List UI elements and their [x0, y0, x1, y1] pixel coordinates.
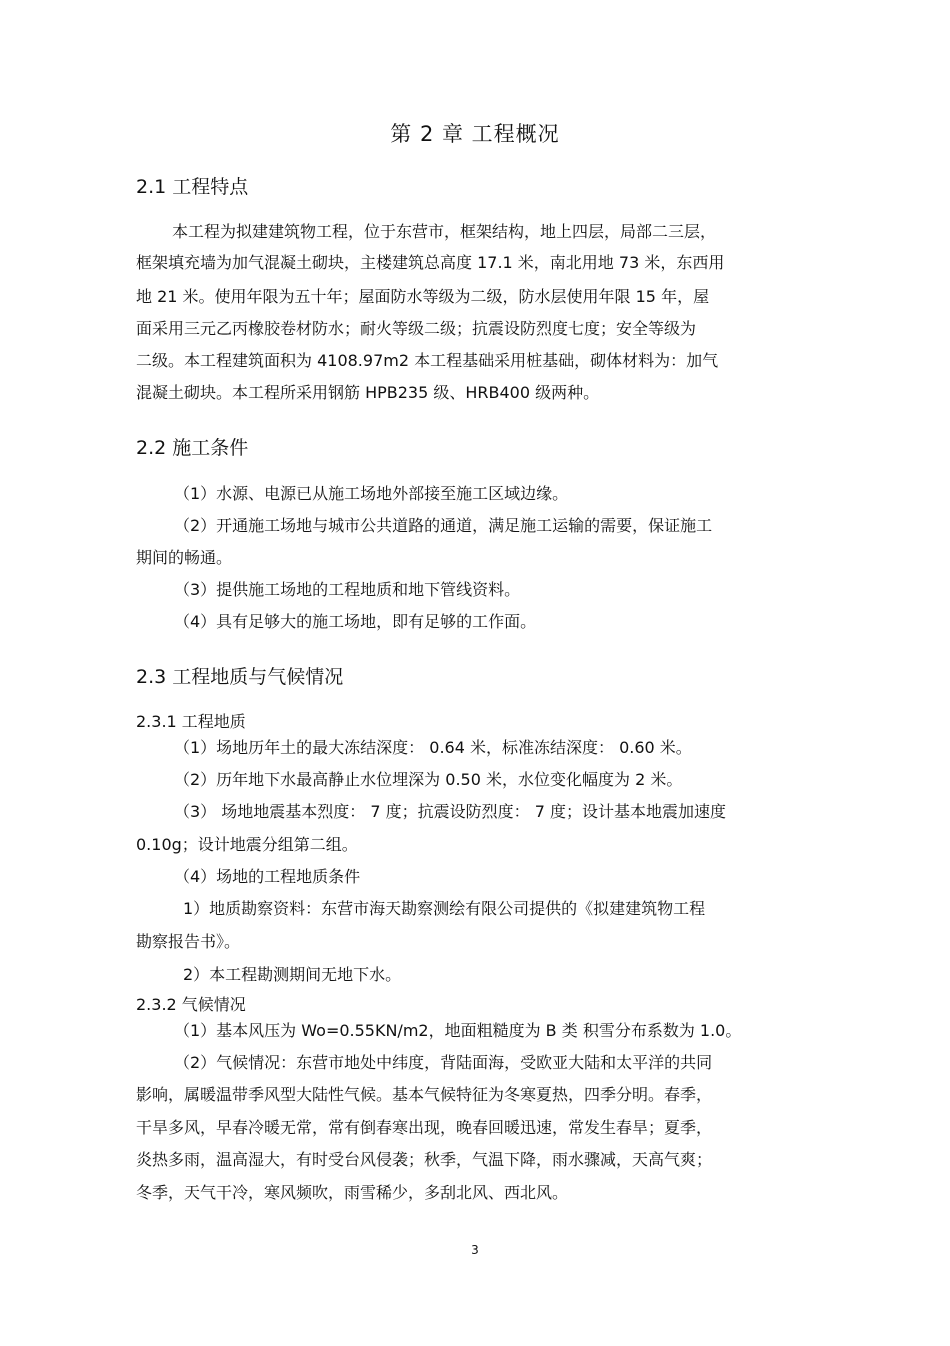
- paragraph-line: 框架填充墙为加气混凝土砌块，主楼建筑总高度 17.1 米，南北用地 73 米，东西用: [136, 253, 725, 272]
- chapter-title: 第 2 章 工程概况: [390, 122, 560, 146]
- paragraph-line: 地 21 米。使用年限为五十年；屋面防水等级为二级，防水层使用年限 15 年，屋: [136, 287, 710, 306]
- paragraph-line: 混凝土砌块。本工程所采用钢筋 HPB235 级、HRB400 级两种。: [136, 383, 600, 402]
- section-heading-2-1: 2.1 工程特点: [136, 176, 249, 198]
- paragraph-line: （4）场地的工程地质条件: [174, 867, 361, 886]
- paragraph-line: 二级。本工程建筑面积为 4108.97m2 本工程基础采用桩基础，砌体材料为：加气: [136, 351, 719, 370]
- section-heading-2-2: 2.2 施工条件: [136, 437, 249, 459]
- paragraph-line: 本工程为拟建建筑物工程，位于东营市，框架结构，地上四层，局部二三层，: [172, 222, 717, 241]
- paragraph-line: （1）基本风压为 Wo=0.55KN/m2，地面粗糙度为 B 类 积雪分布系数为 1.0。: [174, 1021, 742, 1040]
- paragraph-line: 期间的畅通。: [136, 548, 233, 567]
- paragraph-line: 勘察报告书》。: [136, 932, 241, 951]
- paragraph-line: 2）本工程勘测期间无地下水。: [183, 965, 402, 984]
- paragraph-line: 炎热多雨，温高湿大，有时受台风侵袭；秋季，气温下降，雨水骤减，天高气爽；: [136, 1150, 713, 1169]
- paragraph-line: （3）提供施工场地的工程地质和地下管线资料。: [174, 580, 521, 599]
- paragraph-line: （2）气候情况：东营市地处中纬度，背陆面海，受欧亚大陆和太平洋的共同: [174, 1053, 713, 1072]
- subsection-heading-2-3-1: 2.3.1 工程地质: [136, 712, 246, 731]
- subsection-heading-2-3-2: 2.3.2 气候情况: [136, 995, 246, 1014]
- paragraph-line: （1）场地历年土的最大冻结深度： 0.64 米，标准冻结深度： 0.60 米。: [174, 738, 692, 757]
- paragraph-line: （2）历年地下水最高静止水位埋深为 0.50 米，水位变化幅度为 2 米。: [174, 770, 683, 789]
- section-heading-2-3: 2.3 工程地质与气候情况: [136, 666, 344, 688]
- paragraph-line: （4）具有足够大的施工场地，即有足够的工作面。: [174, 612, 537, 631]
- paragraph-line: 影响，属暖温带季风型大陆性气候。基本气候特征为冬寒夏热，四季分明。春季，: [136, 1085, 713, 1104]
- page-number: 3: [471, 1243, 479, 1257]
- paragraph-line: 面采用三元乙丙橡胶卷材防水；耐火等级二级；抗震设防烈度七度；安全等级为: [136, 319, 697, 338]
- paragraph-line: （2）开通施工场地与城市公共道路的通道，满足施工运输的需要，保证施工: [174, 516, 713, 535]
- paragraph-line: 0.10g；设计地震分组第二组。: [136, 835, 358, 854]
- paragraph-line: 冬季，天气干冷，寒风频吹，雨雪稀少，多刮北风、西北风。: [136, 1183, 569, 1202]
- paragraph-line: 干旱多风，早春冷暖无常，常有倒春寒出现，晚春回暖迅速，常发生春旱；夏季，: [136, 1118, 713, 1137]
- paragraph-line: （3） 场地地震基本烈度： 7 度；抗震设防烈度： 7 度；设计基本地震加速度: [174, 802, 726, 821]
- paragraph-line: 1）地质勘察资料：东营市海天勘察测绘有限公司提供的《拟建建筑物工程: [183, 899, 706, 918]
- paragraph-line: （1）水源、电源已从施工场地外部接至施工区域边缘。: [174, 484, 569, 503]
